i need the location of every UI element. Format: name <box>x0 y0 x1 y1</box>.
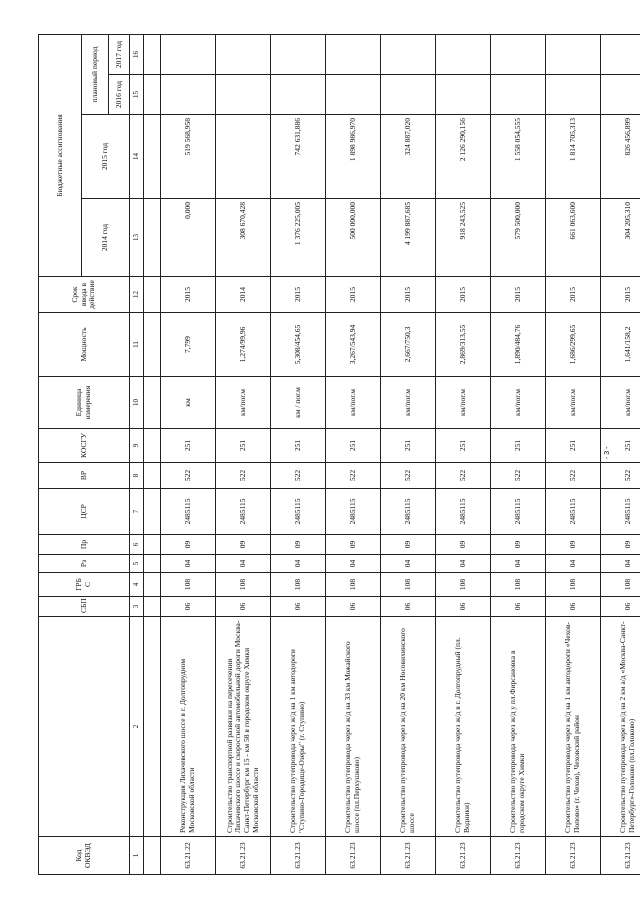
cell-rz: 04 <box>326 555 381 573</box>
cell-rz: 04 <box>491 555 546 573</box>
cell-kosgu: 251 <box>491 429 546 463</box>
col-number: 9 <box>130 429 144 463</box>
header-2016: 2016 год <box>109 75 130 115</box>
cell-vr: 522 <box>271 463 326 489</box>
cell-kosgu: 251 <box>381 429 436 463</box>
cell-2016 <box>436 75 491 115</box>
cell-2017 <box>216 34 271 74</box>
cell-csr: 2485115 <box>216 489 271 535</box>
cell-sbp: 06 <box>601 597 640 617</box>
cell-pr: 09 <box>601 535 640 555</box>
cell-grbs: 108 <box>216 573 271 597</box>
cell-capacity: 1,274/99,96 <box>216 313 271 377</box>
column-number-row <box>130 34 144 874</box>
cell-term: 2014 <box>216 277 271 313</box>
cell-2014: 308 670,428 <box>216 199 271 277</box>
header-unit: Единица измерения <box>39 377 130 429</box>
col-number: 11 <box>130 313 144 377</box>
cell-okved: 63.21.23 <box>491 837 546 875</box>
header-term: Срок ввода в действие <box>39 277 130 313</box>
cell-capacity: 1,641/158,2 <box>601 313 640 377</box>
cell-2016 <box>161 75 216 115</box>
cell-vr: 522 <box>601 463 640 489</box>
cell-okved: 63.21.23 <box>601 837 640 875</box>
cell-name: Строительство транспортной развязки на пересечении Лихачевского шоссе и скоростной автомобильной дороги Москва-Санкт-Петербург км 15 - км 58 в городском округе Химки Московской области <box>216 617 271 837</box>
col-number: 3 <box>130 597 144 617</box>
cell-2014: 661 063,600 <box>546 199 601 277</box>
cell-vr: 522 <box>326 463 381 489</box>
cell-kosgu: 251 <box>216 429 271 463</box>
cell-unit: км / пог.м <box>271 377 326 429</box>
header-rz: Рз <box>39 555 130 573</box>
cell-term: 2015 <box>381 277 436 313</box>
cell-kosgu: 251 <box>601 429 640 463</box>
cell-okved: 63.21.23 <box>216 837 271 875</box>
cell-capacity: 5,308/454,65 <box>271 313 326 377</box>
cell-pr: 09 <box>381 535 436 555</box>
cell-okved: 63.21.23 <box>546 837 601 875</box>
cell-2017 <box>381 34 436 74</box>
cell-sbp: 06 <box>546 597 601 617</box>
col-number: 2 <box>130 617 144 837</box>
cell-name: Строительство путепровода через ж/д на 33 км Можайского шоссе (пл.Перхушково) <box>326 617 381 837</box>
cell-capacity: 1,890/484,76 <box>491 313 546 377</box>
table-row <box>436 34 491 874</box>
cell-csr: 2485115 <box>161 489 216 535</box>
cell-name: Строительство путепровода через ж/д на 1 км автодороги «Чехов-Попово» (г. Чехов), Чеховский район <box>546 617 601 837</box>
cell-unit: км/пог.м <box>216 377 271 429</box>
cell-csr: 2485115 <box>546 489 601 535</box>
cell-unit: км/пог.м <box>381 377 436 429</box>
cell-grbs: 108 <box>381 573 436 597</box>
cell-2014: 579 500,000 <box>491 199 546 277</box>
cell-vr: 522 <box>491 463 546 489</box>
cell-unit: км/пог.м <box>491 377 546 429</box>
cell-2016 <box>491 75 546 115</box>
header-name <box>39 617 130 837</box>
cell-2015: 1 898 986,970 <box>326 115 381 199</box>
cell-kosgu: 251 <box>326 429 381 463</box>
header-budget: Бюджетные ассигнования <box>39 34 82 276</box>
cell-grbs: 108 <box>436 573 491 597</box>
cell-rz: 04 <box>271 555 326 573</box>
header-kosgu: КОСГУ <box>39 429 130 463</box>
table-row <box>491 34 546 874</box>
cell-rz: 04 <box>381 555 436 573</box>
cell-2016 <box>601 75 640 115</box>
cell-kosgu: 251 <box>546 429 601 463</box>
cell-vr: 522 <box>546 463 601 489</box>
cell-csr: 2485115 <box>271 489 326 535</box>
header-grbs: ГРБ С <box>39 573 130 597</box>
header-sbp: СБП <box>39 597 130 617</box>
cell-okved: 63.21.22 <box>161 837 216 875</box>
cell-2017 <box>161 34 216 74</box>
cell-vr: 522 <box>216 463 271 489</box>
cell-pr: 09 <box>546 535 601 555</box>
table-row <box>161 34 216 874</box>
cell-vr: 522 <box>436 463 491 489</box>
col-number: 15 <box>130 75 144 115</box>
cell-term: 2015 <box>436 277 491 313</box>
page-number: - 3 - <box>604 446 611 459</box>
col-number: 7 <box>130 489 144 535</box>
cell-2015: 519 568,958 <box>161 115 216 199</box>
cell-2016 <box>271 75 326 115</box>
col-number: 14 <box>130 115 144 199</box>
col-number: 1 <box>130 837 144 875</box>
cell-2015: 1 558 054,555 <box>491 115 546 199</box>
header-pr: Пр <box>39 535 130 555</box>
cell-2016 <box>381 75 436 115</box>
cell-2016 <box>546 75 601 115</box>
cell-kosgu: 251 <box>161 429 216 463</box>
cell-grbs: 108 <box>491 573 546 597</box>
spacer-row <box>144 34 161 874</box>
cell-vr: 522 <box>381 463 436 489</box>
cell-csr: 2485115 <box>491 489 546 535</box>
table-row <box>381 34 436 874</box>
table-row <box>271 34 326 874</box>
cell-capacity: 2,869/313,55 <box>436 313 491 377</box>
cell-unit: км/пог.м <box>546 377 601 429</box>
header-vr: ВР <box>39 463 130 489</box>
cell-csr: 2485115 <box>326 489 381 535</box>
cell-sbp: 06 <box>491 597 546 617</box>
cell-2014: 0,000 <box>161 199 216 277</box>
col-number: 16 <box>130 34 144 74</box>
cell-term: 2015 <box>491 277 546 313</box>
cell-sbp: 06 <box>216 597 271 617</box>
col-number: 13 <box>130 199 144 277</box>
cell-pr: 09 <box>271 535 326 555</box>
cell-2015: 324 887,020 <box>381 115 436 199</box>
cell-2017 <box>271 34 326 74</box>
cell-rz: 04 <box>601 555 640 573</box>
cell-name: Строительство путепровода через ж/д на 1 км автодороги "Ступино-Городище-Озеры" (г. Ступино) <box>271 617 326 837</box>
cell-2016 <box>216 75 271 115</box>
cell-2017 <box>491 34 546 74</box>
cell-csr: 2485115 <box>436 489 491 535</box>
header-csr: ЦСР <box>39 489 130 535</box>
table-row <box>546 34 601 874</box>
cell-rz: 04 <box>161 555 216 573</box>
cell-rz: 04 <box>216 555 271 573</box>
col-number: 8 <box>130 463 144 489</box>
cell-okved: 63.21.23 <box>271 837 326 875</box>
cell-2015: 2 126 290,156 <box>436 115 491 199</box>
cell-vr: 522 <box>161 463 216 489</box>
cell-pr: 09 <box>326 535 381 555</box>
cell-rz: 04 <box>546 555 601 573</box>
header-capacity: Мощность <box>39 313 130 377</box>
cell-unit: км <box>161 377 216 429</box>
cell-term: 2015 <box>601 277 640 313</box>
cell-2014: 918 243,525 <box>436 199 491 277</box>
cell-unit: км/пог.м <box>436 377 491 429</box>
header-okved: Код ОКВЭД <box>39 837 130 875</box>
cell-unit: км/пог.м <box>326 377 381 429</box>
cell-2016 <box>326 75 381 115</box>
cell-2015: 826 456,899 <box>601 115 640 199</box>
cell-capacity: 7,799 <box>161 313 216 377</box>
cell-okved: 63.21.23 <box>381 837 436 875</box>
col-number: 10 <box>130 377 144 429</box>
cell-sbp: 06 <box>381 597 436 617</box>
cell-2014: 4 199 887,685 <box>381 199 436 277</box>
cell-2017 <box>546 34 601 74</box>
cell-sbp: 06 <box>436 597 491 617</box>
cell-grbs: 108 <box>271 573 326 597</box>
cell-name: Строительство путепровода через ж/д у пл.Фирсановка в городском округе Химки <box>491 617 546 837</box>
cell-term: 2015 <box>326 277 381 313</box>
header-2017: 2017 год <box>109 34 130 74</box>
cell-name: Реконструкция Лихачевского шоссе в г. Долгопрудном Московской области <box>161 617 216 837</box>
cell-capacity: 3,267/543,94 <box>326 313 381 377</box>
cell-csr: 2485115 <box>601 489 640 535</box>
cell-term: 2015 <box>546 277 601 313</box>
cell-term: 2015 <box>271 277 326 313</box>
cell-pr: 09 <box>491 535 546 555</box>
cell-pr: 09 <box>216 535 271 555</box>
budget-table <box>38 34 640 875</box>
cell-2014: 304 205,310 <box>601 199 640 277</box>
table-row <box>216 34 271 874</box>
header-2014: 2014 год <box>82 199 130 277</box>
cell-grbs: 108 <box>546 573 601 597</box>
cell-rz: 04 <box>436 555 491 573</box>
cell-grbs: 108 <box>601 573 640 597</box>
col-number: 12 <box>130 277 144 313</box>
cell-name: Строительство путепровода через ж/д на 20 км Носовихинского шоссе <box>381 617 436 837</box>
cell-okved: 63.21.23 <box>326 837 381 875</box>
cell-kosgu: 251 <box>271 429 326 463</box>
header-2015: 2015 год <box>82 115 130 199</box>
cell-2017 <box>601 34 640 74</box>
cell-2014: 1 376 225,005 <box>271 199 326 277</box>
cell-pr: 09 <box>436 535 491 555</box>
cell-2015 <box>216 115 271 199</box>
cell-2015: 1 814 705,313 <box>546 115 601 199</box>
cell-okved: 63.21.23 <box>436 837 491 875</box>
cell-2017 <box>326 34 381 74</box>
cell-term: 2015 <box>161 277 216 313</box>
col-number: 6 <box>130 535 144 555</box>
cell-kosgu: 251 <box>436 429 491 463</box>
cell-capacity: 2,667/750,3 <box>381 313 436 377</box>
cell-2017 <box>436 34 491 74</box>
cell-capacity: 1,686/299,65 <box>546 313 601 377</box>
cell-csr: 2485115 <box>381 489 436 535</box>
cell-grbs: 108 <box>161 573 216 597</box>
header-planning: плановый период <box>82 34 109 114</box>
cell-sbp: 06 <box>161 597 216 617</box>
table-row <box>326 34 381 874</box>
cell-unit: км/пог.м <box>601 377 640 429</box>
cell-name: Строительство путепровода через ж/д в г. Долгопрудный (пл. Водники) <box>436 617 491 837</box>
cell-pr: 09 <box>161 535 216 555</box>
cell-2015: 742 631,886 <box>271 115 326 199</box>
cell-sbp: 06 <box>271 597 326 617</box>
cell-2014: 500 000,000 <box>326 199 381 277</box>
cell-grbs: 108 <box>326 573 381 597</box>
cell-sbp: 06 <box>326 597 381 617</box>
col-number: 4 <box>130 573 144 597</box>
col-number: 5 <box>130 555 144 573</box>
cell-name: Строительство путепровода через ж/д на 2 км а/д «Москва-Санкт-Петербург»-Голоково (пл.Голоково) <box>601 617 640 837</box>
